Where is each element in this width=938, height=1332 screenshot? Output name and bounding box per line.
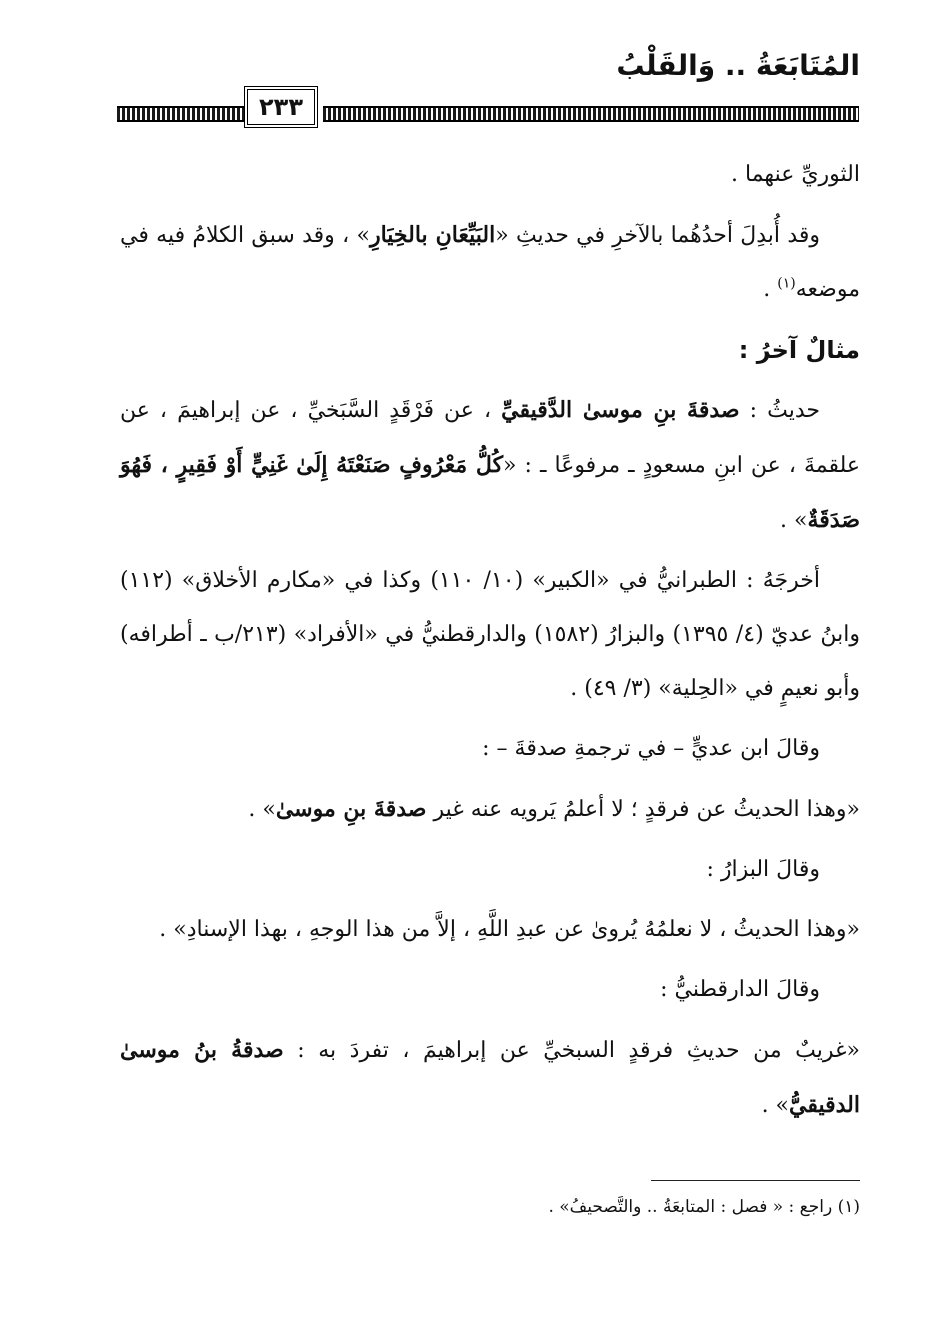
footnote-1: (١) راجع : « فصل : المتابعَةُ .. والتَّصحيفُ» . bbox=[548, 1197, 860, 1217]
paragraph-6-name: صدقةَ بنِ موسىٰ bbox=[275, 796, 427, 822]
section-heading: مثالٌ آخرُ : bbox=[738, 336, 860, 364]
page-body bbox=[120, 148, 860, 1139]
paragraph-6 bbox=[120, 782, 860, 837]
paragraph-2 bbox=[120, 208, 860, 317]
paragraph-2-text-c: » ، وقد سبق الكلامُ فيه في موضعه bbox=[120, 223, 860, 302]
page-number: ٢٣٣ bbox=[244, 86, 318, 128]
paragraph-3-text-e: » . bbox=[780, 508, 808, 533]
footnote-separator bbox=[651, 1180, 860, 1181]
paragraph-10-name: صدقةُ بنُ موسىٰ الدقيقيُّ bbox=[120, 1037, 860, 1118]
paragraph-4: أخرجَهُ : الطبرانيُّ في «الكبير» (١٠/ ١١٠) وكذا في «مكارم الأخلاق» (١١٢) وابنُ عديّ (٤/ ١٣٩٥) والبزارُ (١٥٨٢) والدارقطنيُّ في «الأفراد» (٢١٣/ب ـ أطرافه) وأبو نعيمٍ في «الحِلية» (٣/ ٤٩) . bbox=[120, 568, 861, 701]
hadith-title-bayyian: البَيِّعَانِ بالخِيَارِ bbox=[369, 222, 496, 248]
paragraph-2-text-d: . bbox=[763, 277, 778, 302]
paragraph-6-text-a: «وهذا الحديثُ عن فرقدٍ ؛ لا أعلمُ يَرويه عنه غير bbox=[426, 797, 860, 822]
paragraph-2-text-a: وقد أُبدِلَ أحدُهُما بالآخرِ في حديثِ « bbox=[495, 223, 821, 248]
paragraph-10-text-c: » . bbox=[761, 1093, 790, 1118]
footnote-ref-1[interactable]: (١) bbox=[777, 275, 796, 292]
paragraph-7: وقالَ البزارُ : bbox=[706, 857, 820, 882]
narrator-name: صدقةَ بنِ موسىٰ الدَّقيقيِّ bbox=[501, 397, 740, 423]
paragraph-10 bbox=[120, 1023, 860, 1133]
paragraph-3-text-c: ، عن فَرْقَدٍ السَّبَخيِّ ، عن إبراهيمَ ، عن علقمةَ ، عن ابنِ مسعودٍ ـ مرفوعًا ـ : « bbox=[120, 398, 861, 478]
paragraph-3-text-a: حديثُ : bbox=[739, 398, 821, 423]
paragraph-6-text-c: » . bbox=[248, 797, 276, 822]
paragraph-3 bbox=[120, 383, 860, 548]
paragraph-8: «وهذا الحديثُ ، لا نعلمُهُ يُروىٰ عن عبدِ اللَّهِ ، إلاَّ من هذا الوجهِ ، بهذا الإسنادِ» . bbox=[159, 917, 860, 942]
header-rule-left bbox=[117, 106, 245, 122]
running-header-title: المُتَابَعَةُ .. وَالقَلْبُ bbox=[616, 49, 860, 82]
paragraph-9: وقالَ الدارقطنيُّ : bbox=[660, 977, 820, 1002]
hadith-text: كُلُّ مَعْرُوفٍ صَنَعْتَهُ إِلَىٰ غَنِيٍّ أَوْ فَقِيرٍ ، فَهُوَ صَدَقَةٌ bbox=[120, 452, 860, 533]
paragraph-1: الثوريِّ عنهما . bbox=[731, 162, 860, 187]
paragraph-5: وقالَ ابن عديٍّ – في ترجمةِ صدقةَ – : bbox=[482, 736, 820, 761]
header-rule-right bbox=[323, 106, 859, 122]
paragraph-10-text-a: «غريبٌ من حديثِ فرقدٍ السبخيِّ عن إبراهيمَ ، تفردَ به : bbox=[283, 1038, 861, 1063]
